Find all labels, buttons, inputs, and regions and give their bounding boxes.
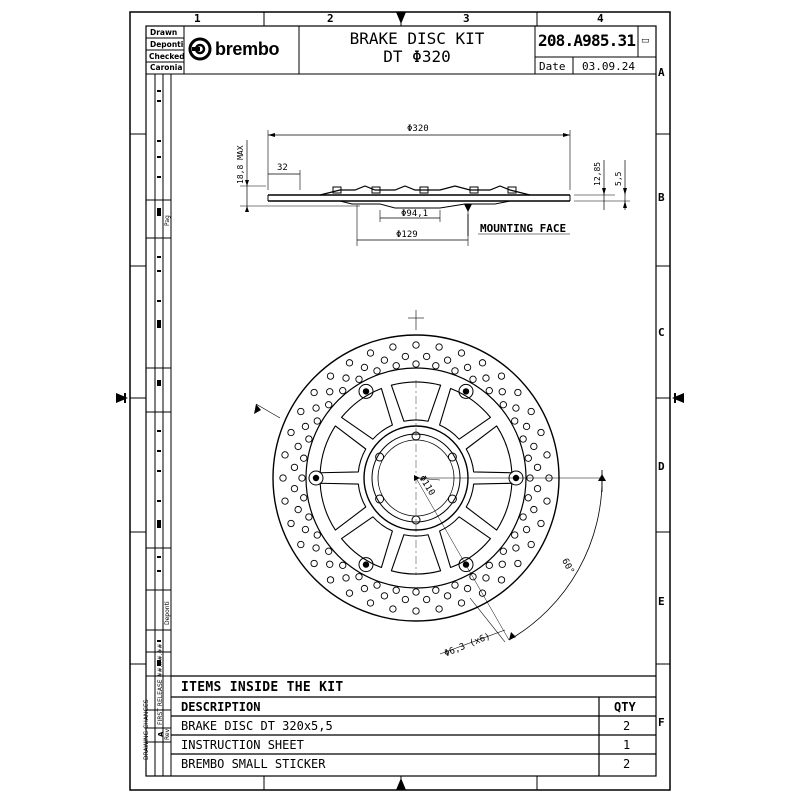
drilled-hole (291, 464, 297, 470)
row-label-a: A (658, 66, 665, 79)
drilled-hole (523, 526, 529, 532)
drawing-title-line2: DT Φ320 (383, 47, 451, 66)
drilled-hole (515, 560, 521, 566)
dim-mounting-holes: Φ6,3 (x6) (443, 631, 492, 660)
carrier-window (342, 388, 393, 439)
drilled-hole (498, 577, 504, 583)
column-ticks (130, 12, 670, 790)
role-checked: Checked (149, 52, 185, 61)
drilled-hole (512, 418, 518, 424)
drilled-hole (314, 418, 320, 424)
outer-frame (130, 12, 670, 790)
drilled-hole (444, 593, 450, 599)
drilled-hole (444, 357, 450, 363)
dim-rim-width: 32 (277, 163, 288, 173)
kit-item-qty: 2 (623, 757, 631, 771)
kit-item-description: BRAKE DISC DT 320x5,5 (181, 719, 333, 733)
drilled-hole (500, 402, 506, 408)
role-drawn-by: Deponti (150, 40, 184, 49)
strip-rev: Rev (164, 728, 171, 740)
drilled-hole (343, 575, 349, 581)
kit-item-qty: 1 (623, 738, 631, 752)
drilled-hole (393, 363, 399, 369)
drilled-hole (538, 520, 544, 526)
part-number: 208.A985.31 (538, 31, 636, 50)
column-label-4: 4 (597, 12, 604, 25)
row-label-f: F (658, 716, 665, 729)
kit-heading: ITEMS INSIDE THE KIT (181, 680, 344, 695)
drilled-hole (525, 455, 531, 461)
drilled-hole (381, 593, 387, 599)
kit-col-description: DESCRIPTION (181, 700, 261, 714)
carrier-window (440, 388, 491, 439)
role-checked-by: Caronia (150, 63, 183, 72)
drilled-hole (298, 408, 304, 414)
row-label-d: D (658, 460, 665, 473)
drilled-hole (544, 452, 550, 458)
drilled-hole (393, 587, 399, 593)
drilled-hole (313, 405, 319, 411)
drilled-hole (520, 436, 526, 442)
floating-button-rivet (463, 388, 469, 394)
drilled-hole (479, 360, 485, 366)
drilled-hole (483, 575, 489, 581)
drilled-hole (313, 545, 319, 551)
drilled-hole (282, 452, 288, 458)
side-strip-marks (157, 90, 161, 666)
drilled-hole (374, 368, 380, 374)
drilled-hole (528, 408, 534, 414)
drawing-title (299, 30, 535, 66)
drilled-hole (295, 443, 301, 449)
strip-changes: DRAWING CHANGES (143, 699, 150, 760)
drilled-hole (390, 344, 396, 350)
drilled-hole (515, 389, 521, 395)
drilled-hole (538, 429, 544, 435)
dim-offset: 12,85 (593, 161, 602, 186)
drilled-hole (464, 585, 470, 591)
dim-thickness: 5,5 (614, 171, 623, 186)
brembo-logo (188, 37, 279, 61)
drilled-hole (528, 541, 534, 547)
strip-page: Pag (164, 215, 171, 226)
drilled-hole (470, 574, 476, 580)
drilled-hole (280, 475, 286, 481)
side-view (240, 130, 630, 246)
strip-rev-letter: A (157, 731, 165, 737)
dim-carrier-diameter: Φ129 (396, 230, 418, 240)
floating-button-rivet (363, 388, 369, 394)
row-label-b: B (658, 191, 665, 204)
date-value: 03.09.24 (582, 60, 635, 73)
drilled-hole (513, 545, 519, 551)
row-label-c: C (658, 326, 665, 339)
revision-mark: ▭ (641, 36, 650, 46)
carrier-window (440, 517, 491, 568)
drilled-hole (464, 364, 470, 370)
drilled-hole (525, 495, 531, 501)
drilled-hole (470, 376, 476, 382)
drilled-hole (486, 387, 492, 393)
drilled-hole (361, 364, 367, 370)
drilled-hole (531, 443, 537, 449)
drilled-hole (433, 587, 439, 593)
drilled-hole (402, 353, 408, 359)
drawing-title-line1: BRAKE DISC KIT (349, 29, 485, 48)
drilled-hole (498, 373, 504, 379)
drilled-hole (390, 606, 396, 612)
brembo-logo-icon (188, 37, 212, 61)
row-label-e: E (658, 595, 665, 608)
dim-bolt-circle: Φ110 (416, 474, 437, 498)
drilled-hole (340, 562, 346, 568)
dim-outer-diameter: Φ320 (407, 124, 429, 134)
drilled-hole (413, 361, 419, 367)
drilled-hole (346, 360, 352, 366)
drilled-hole (340, 387, 346, 393)
dim-angle: 60° (559, 557, 576, 577)
kit-item-description: BREMBO SMALL STICKER (181, 757, 326, 771)
centering-marks (116, 12, 684, 790)
drilled-hole (544, 498, 550, 504)
drilled-hole (534, 485, 540, 491)
brembo-logo-text: brembo (215, 38, 280, 59)
carrier-window (320, 426, 366, 473)
drilled-hole (367, 600, 373, 606)
drilled-hole (433, 363, 439, 369)
drilled-hole (413, 608, 419, 614)
drilled-hole (314, 532, 320, 538)
drilled-hole (288, 429, 294, 435)
floating-button-rivet (363, 561, 369, 567)
drilled-hole (531, 506, 537, 512)
drilled-hole (520, 514, 526, 520)
drilled-hole (374, 582, 380, 588)
strip-first-release: FIRST RELEASE ##.##.## (157, 643, 164, 725)
drilled-hole (301, 495, 307, 501)
carrier-window (466, 483, 512, 530)
column-label-1: 1 (194, 12, 201, 25)
drilled-hole (479, 590, 485, 596)
drilled-hole (458, 350, 464, 356)
drilled-hole (301, 455, 307, 461)
drilled-hole (499, 389, 505, 395)
drilled-hole (311, 389, 317, 395)
drilled-hole (423, 596, 429, 602)
drilled-hole (402, 596, 408, 602)
carrier-window (342, 517, 393, 568)
drilled-hole (299, 475, 305, 481)
column-label-3: 3 (463, 12, 470, 25)
drilled-hole (356, 376, 362, 382)
drilled-hole (452, 368, 458, 374)
drilled-hole (367, 350, 373, 356)
inner-frame (146, 26, 656, 776)
kit-item-qty: 2 (623, 719, 631, 733)
drilled-hole (499, 561, 505, 567)
mounting-face-label: MOUNTING FACE (480, 222, 567, 235)
drilled-hole (381, 357, 387, 363)
drilled-hole (306, 436, 312, 442)
drilled-hole (282, 498, 288, 504)
drilled-hole (356, 574, 362, 580)
drilled-hole (423, 353, 429, 359)
date-label: Date (539, 60, 566, 73)
strip-deponti: Deponti (164, 601, 171, 625)
dim-total-height: 18,8 MAX (236, 145, 245, 184)
drilled-hole (302, 526, 308, 532)
carrier-window (320, 483, 366, 530)
kit-item-description: INSTRUCTION SHEET (181, 738, 304, 752)
drilled-hole (413, 342, 419, 348)
drilled-hole (436, 606, 442, 612)
drilled-hole (523, 423, 529, 429)
kit-col-qty: QTY (614, 700, 636, 714)
drilled-hole (512, 532, 518, 538)
drilled-hole (295, 506, 301, 512)
drilled-hole (486, 562, 492, 568)
drilled-hole (413, 589, 419, 595)
drilled-hole (302, 423, 308, 429)
drilled-hole (327, 561, 333, 567)
dim-inner-diameter: Φ94,1 (401, 209, 429, 219)
drilled-hole (327, 373, 333, 379)
drilled-hole (327, 389, 333, 395)
drilled-hole (361, 585, 367, 591)
drilled-hole (298, 541, 304, 547)
role-drawn: Drawn (150, 28, 178, 37)
drilled-hole (311, 560, 317, 566)
drilled-hole (452, 582, 458, 588)
drilled-hole (513, 405, 519, 411)
floating-button-rivet (313, 475, 319, 481)
drilled-hole (327, 577, 333, 583)
column-label-2: 2 (327, 12, 334, 25)
drilled-hole (436, 344, 442, 350)
drilled-hole (500, 548, 506, 554)
drilled-hole (291, 485, 297, 491)
drilled-hole (534, 464, 540, 470)
drilled-hole (458, 600, 464, 606)
drilled-hole (483, 375, 489, 381)
drilled-hole (325, 402, 331, 408)
drilled-hole (306, 514, 312, 520)
drilled-hole (343, 375, 349, 381)
drilled-hole (346, 590, 352, 596)
carrier-window (466, 426, 512, 473)
drilled-hole (325, 548, 331, 554)
drilled-hole (288, 520, 294, 526)
